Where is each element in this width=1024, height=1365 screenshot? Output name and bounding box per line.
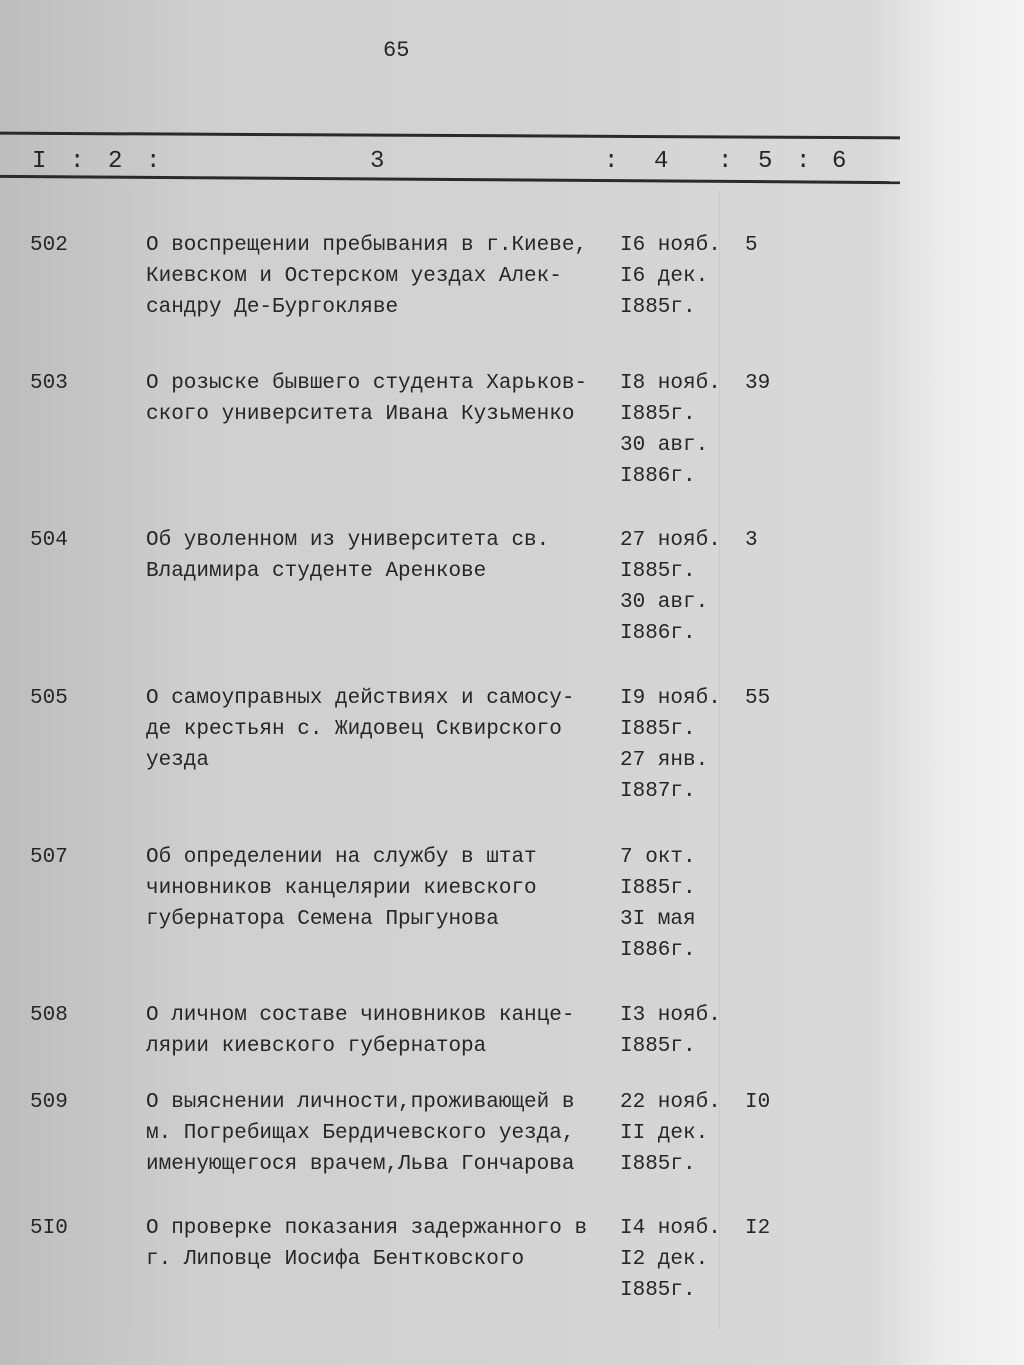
entry-sheet-count: 3 [745, 529, 758, 552]
col-header-6: 6 [832, 148, 847, 175]
title-line: лярии киевского губернатора [146, 1035, 487, 1058]
entry-title [146, 1087, 574, 1180]
header-bottom-rule [0, 175, 900, 184]
date-line: I885г. [620, 1035, 696, 1058]
date-line: I885г. [620, 296, 696, 319]
col-sep: : [796, 148, 811, 175]
col-sep: : [604, 148, 619, 175]
entry-number: 504 [30, 529, 68, 552]
entry-sheet-count: 39 [745, 372, 771, 395]
date-line: 27 нояб. [620, 529, 721, 552]
col-sep: : [718, 148, 733, 175]
date-line: I885г. [620, 1153, 696, 1176]
date-line: 30 авг. [620, 591, 709, 614]
title-line: О выяснении личности,проживающей в [146, 1091, 575, 1114]
entry-dates [620, 1087, 721, 1180]
date-line: I885г. [620, 560, 696, 583]
entry-dates [620, 1213, 721, 1306]
entry-title [146, 525, 549, 587]
title-line: Киевском и Остерском уездах Алек- [146, 265, 562, 288]
date-line: I886г. [620, 622, 696, 645]
date-line: 27 янв. [620, 749, 709, 772]
entry-sheet-count: I0 [745, 1091, 771, 1114]
entry-dates [620, 1000, 721, 1062]
date-line: I3 нояб. [620, 1004, 721, 1027]
date-line: 30 авг. [620, 434, 709, 457]
title-line: О личном составе чиновников канце- [146, 1004, 575, 1027]
entry-number: 5I0 [30, 1217, 68, 1240]
title-line: О розыске бывшего студента Харьков- [146, 372, 588, 395]
col-header-2: 2 [108, 148, 123, 175]
entry-sheet-count: I2 [745, 1217, 771, 1240]
title-line: О проверке показания задержанного в [146, 1217, 588, 1240]
date-line: 7 окт. [620, 846, 696, 869]
date-line: I885г. [620, 718, 696, 741]
date-line: I886г. [620, 465, 696, 488]
date-line: I6 нояб. [620, 234, 721, 257]
col-header-5: 5 [758, 148, 773, 175]
entry-dates [620, 683, 721, 807]
entry-sheet-count: 5 [745, 234, 758, 257]
title-line: Об определении на службу в штат [146, 846, 537, 869]
entry-title [146, 842, 537, 935]
title-line: ского университета Ивана Кузьменко [146, 403, 575, 426]
date-line: I885г. [620, 1279, 696, 1302]
header-top-rule [0, 132, 900, 140]
title-line: де крестьян с. Жидовец Сквирского [146, 718, 562, 741]
date-line: I6 дек. [620, 265, 709, 288]
title-line: именующегося врачем,Льва Гончарова [146, 1153, 575, 1176]
entry-title [146, 683, 574, 776]
date-line: 3I мая [620, 908, 696, 931]
date-line: 22 нояб. [620, 1091, 721, 1114]
entry-number: 508 [30, 1004, 68, 1027]
entry-number: 505 [30, 687, 68, 710]
col-sep: : [70, 148, 85, 175]
date-line: I886г. [620, 939, 696, 962]
entry-title [146, 1213, 587, 1275]
col-sep: : [146, 148, 161, 175]
date-line: I9 нояб. [620, 687, 721, 710]
col-header-4: 4 [654, 148, 669, 175]
title-line: Об уволенном из университета св. [146, 529, 550, 552]
title-line: чиновников канцелярии киевского [146, 877, 537, 900]
date-line: I8 нояб. [620, 372, 721, 395]
date-line: II дек. [620, 1122, 709, 1145]
entry-dates [620, 230, 721, 323]
col-header-1: I [32, 148, 47, 175]
entry-dates [620, 842, 696, 966]
title-line: Владимира студенте Аренкове [146, 560, 487, 583]
title-line: сандру Де-Бургокляве [146, 296, 399, 319]
title-line: уезда [146, 749, 210, 772]
title-line: губернатора Семена Прыгунова [146, 908, 499, 931]
entry-title [146, 1000, 574, 1062]
entry-title [146, 230, 587, 323]
entry-number: 507 [30, 846, 68, 869]
title-line: г. Липовце Иосифа Бентковского [146, 1248, 525, 1271]
date-line: I885г. [620, 403, 696, 426]
col-header-3: 3 [370, 148, 385, 175]
date-line: I885г. [620, 877, 696, 900]
date-line: I2 дек. [620, 1248, 709, 1271]
title-line: м. Погребищах Бердичевского уезда, [146, 1122, 575, 1145]
date-line: I887г. [620, 780, 696, 803]
entry-number: 502 [30, 234, 68, 257]
title-line: О воспрещении пребывания в г.Киеве, [146, 234, 588, 257]
entry-dates [620, 368, 721, 492]
entry-sheet-count: 55 [745, 687, 771, 710]
title-line: О самоуправных действиях и самосу- [146, 687, 575, 710]
entry-title [146, 368, 587, 430]
date-line: I4 нояб. [620, 1217, 721, 1240]
page-number: 65 [383, 38, 410, 63]
entry-dates [620, 525, 721, 649]
entry-number: 503 [30, 372, 68, 395]
entry-number: 509 [30, 1091, 68, 1114]
